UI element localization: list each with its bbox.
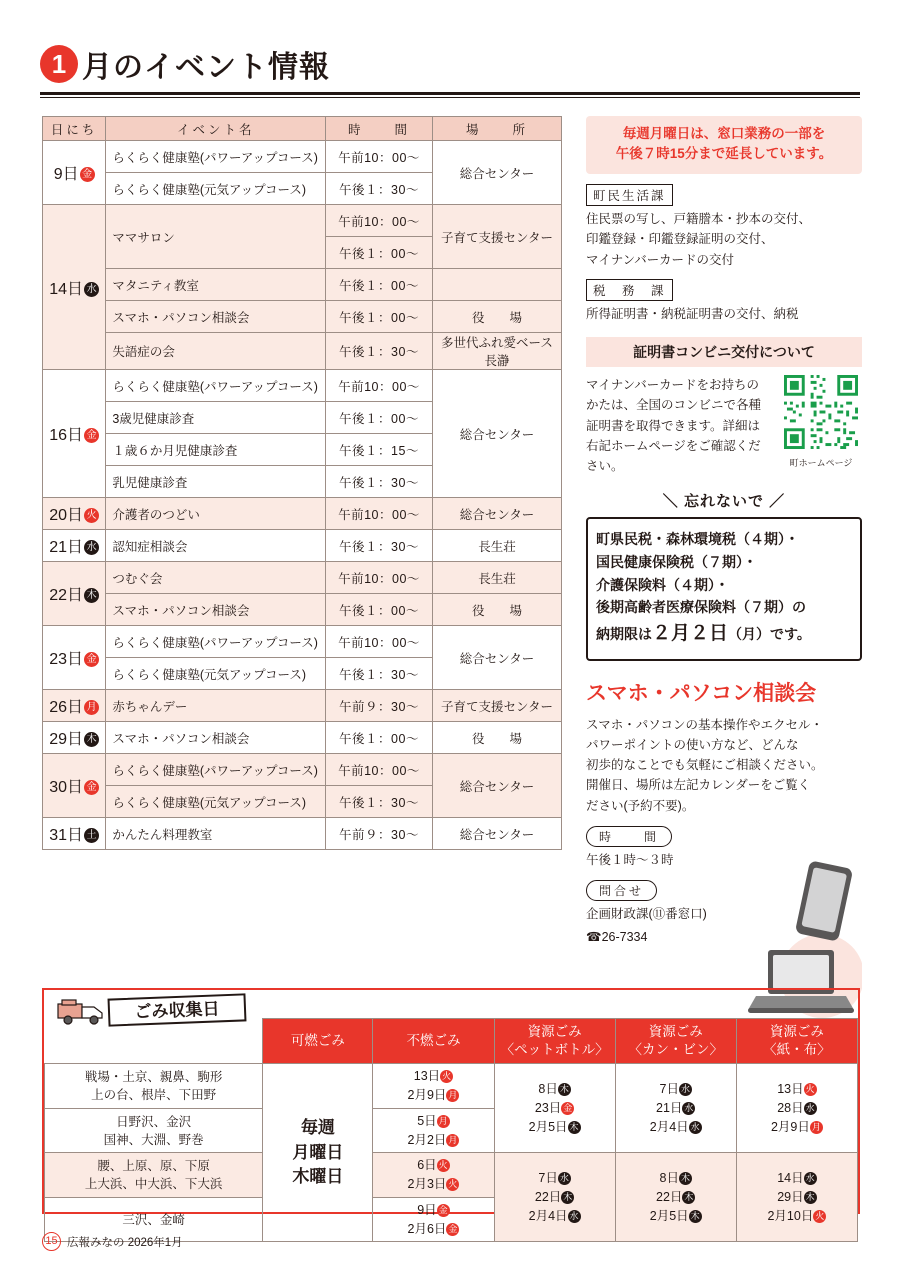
event-date-cell: 14日 水 [43, 205, 106, 370]
event-place-cell: 子育て支援センター [432, 690, 561, 722]
event-date-cell: 26日 月 [43, 690, 106, 722]
smaho-contact-pill: 問合せ [586, 880, 657, 901]
day-of-week-badge: 金 [563, 1103, 573, 1114]
day-of-week-badge: 木 [563, 1192, 573, 1203]
event-place-cell: 総合センター [432, 498, 561, 530]
event-time-cell: 午前10：00〜 [326, 498, 433, 530]
smaho-contact-tel: ☎26-7334 [586, 929, 648, 944]
tax-line: 後期高齢者医療保険料（７期）の [596, 599, 806, 616]
garbage-table-row [45, 1153, 858, 1198]
day-of-week-badge: 水 [84, 282, 99, 297]
day-of-week-badge: 木 [569, 1121, 579, 1132]
event-name-cell: らくらく健康塾(元気アップコース) [106, 173, 326, 205]
conbini-section-heading: 証明書コンビニ交付について [586, 337, 862, 367]
event-date-cell: 29日 木 [43, 722, 106, 754]
day-of-week-badge: 月 [448, 1134, 458, 1145]
event-place-cell: 総合センター [432, 141, 561, 205]
event-name-cell: 乳児健康診査 [106, 466, 326, 498]
event-name-cell: らくらく健康塾(パワーアップコース) [106, 370, 326, 402]
event-time-cell: 午後１：30〜 [326, 466, 433, 498]
slash-left-icon: ＼ [662, 493, 679, 511]
event-name-cell: 赤ちゃんデー [106, 690, 326, 722]
table-row [43, 301, 562, 333]
smaho-time-pill: 時 間 [586, 826, 672, 847]
event-date-cell: 31日 土 [43, 818, 106, 850]
day-of-week-badge: 月 [84, 700, 99, 715]
table-row [43, 530, 562, 562]
event-date-cell: 22日 木 [43, 562, 106, 626]
area-cell: 日野沢、金沢 国神、大淵、野巻 [45, 1108, 263, 1153]
event-time-cell: 午後１：00〜 [326, 722, 433, 754]
title-label: 月のイベント情報 [82, 51, 330, 84]
day-of-week-badge: 火 [815, 1210, 825, 1221]
table-row [43, 498, 562, 530]
day-of-week-badge: 火 [438, 1160, 448, 1171]
event-name-cell: マタニティ教室 [106, 269, 326, 301]
title-divider [40, 92, 860, 95]
garbage-column-header-1: 可燃ごみ [263, 1019, 373, 1064]
footer-text: 広報みなの 2026年1月 [67, 1236, 183, 1249]
table-row [43, 269, 562, 301]
event-time-cell: 午後１：30〜 [326, 173, 433, 205]
table-row [43, 722, 562, 754]
event-name-cell: つむぐ会 [106, 562, 326, 594]
table-row [43, 594, 562, 626]
page-title [40, 40, 360, 88]
notice-line-2: 午後７時15分まで延長しています。 [615, 146, 833, 162]
department-list [586, 184, 862, 326]
collection-date-cell: 13日 火 2月9日 月 [373, 1064, 494, 1109]
day-of-week-badge: 水 [84, 540, 99, 555]
deadline-line [596, 619, 852, 650]
event-time-cell: 午前９：30〜 [326, 690, 433, 722]
department-body: 所得証明書・納税証明書の交付、納税 [586, 307, 799, 322]
smaho-section-body: スマホ・パソコンの基本操作やエクセル・ パワーポイントの使い方など、どんな 初歩的なことでも気軽にご相談ください。 開催日、場所は左記カレンダーをご覧く ださい(予約不要)。 [586, 717, 824, 813]
event-name-cell: らくらく健康塾(元気アップコース) [106, 786, 326, 818]
window-hours-notice [586, 116, 862, 174]
deadline-suffix: （月）です。 [728, 625, 811, 642]
day-of-week-badge: 木 [84, 732, 99, 747]
collection-date-cell: 9日 金 2月6日 金 [373, 1197, 494, 1242]
event-name-cell: らくらく健康塾(元気アップコース) [106, 658, 326, 690]
conbini-section [586, 375, 862, 476]
event-time-cell: 午後１：00〜 [326, 402, 433, 434]
department-tag: 税 務 課 [586, 279, 673, 301]
event-name-cell: スマホ・パソコン相談会 [106, 594, 326, 626]
page-number: 15 [42, 1232, 61, 1251]
event-time-cell: 午後１：30〜 [326, 530, 433, 562]
area-cell: 腰、上原、原、下原 上大浜、中大浜、下大浜 [45, 1153, 263, 1198]
garbage-table-row [45, 1064, 858, 1109]
burnable-schedule-cell: 毎週 月曜日 木曜日 [263, 1064, 373, 1242]
event-time-cell: 午後１：00〜 [326, 301, 433, 333]
deadline-prefix: 納期限は [596, 625, 652, 642]
event-time-cell: 午前９：30〜 [326, 818, 433, 850]
day-of-week-badge: 水 [690, 1121, 700, 1132]
column-header-0: 日にち [43, 117, 106, 141]
event-time-cell: 午前10：00〜 [326, 141, 433, 173]
day-of-week-badge: 火 [442, 1071, 452, 1082]
collection-date-cell: 8日 木 22日 木 2月5日 木 [615, 1153, 736, 1242]
event-place-cell: 役 場 [432, 301, 561, 333]
notice-line-1: 毎週月曜日は、窓口業務の一部を [622, 126, 826, 141]
qr-code-icon [784, 375, 858, 449]
event-name-cell: かんたん料理教室 [106, 818, 326, 850]
forget-title [586, 490, 862, 511]
area-cell: 三沢、金崎 [45, 1197, 263, 1242]
event-place-cell: 子育て支援センター [432, 205, 561, 269]
day-of-week-badge: 水 [684, 1103, 694, 1114]
event-date-cell: 16日 金 [43, 370, 106, 498]
event-name-cell: らくらく健康塾(パワーアップコース) [106, 626, 326, 658]
column-header-3: 場 所 [432, 117, 561, 141]
title-month-badge: 1 [40, 45, 78, 83]
tax-deadline-box [586, 517, 862, 660]
event-name-cell: らくらく健康塾(パワーアップコース) [106, 141, 326, 173]
day-of-week-badge: 木 [559, 1084, 569, 1095]
day-of-week-badge: 木 [680, 1173, 690, 1184]
collection-date-cell: 7日 水 21日 水 2月4日 水 [615, 1064, 736, 1153]
tax-line: 国民健康保険税（７期）・ [596, 553, 757, 570]
day-of-week-badge: 木 [805, 1192, 815, 1203]
table-row [43, 562, 562, 594]
event-date-cell: 20日 火 [43, 498, 106, 530]
qr-caption: 町ホームページ [789, 458, 853, 468]
garbage-badge-label: ごみ収集日 [108, 993, 247, 1026]
day-of-week-badge: 金 [448, 1223, 458, 1234]
event-name-cell: 失語症の会 [106, 333, 326, 370]
event-time-cell: 午後１：30〜 [326, 333, 433, 370]
day-of-week-badge: 木 [84, 588, 99, 603]
department-body: 住民票の写し、戸籍謄本・抄本の交付、 印鑑登録・印鑑登録証明の交付、 マイナンバーカードの交付 [586, 211, 812, 267]
table-row [43, 205, 562, 237]
event-place-cell: 役 場 [432, 594, 561, 626]
day-of-week-badge: 火 [448, 1179, 458, 1190]
day-of-week-badge: 金 [84, 428, 99, 443]
conbini-body: マイナンバーカードをお持ちの かたは、全国のコンビニで各種 証明書を取得できます。詳細は 右記ホームページをご確認くだ さい。 [586, 378, 762, 473]
column-header-2: 時 間 [326, 117, 433, 141]
event-time-cell: 午後１：15〜 [326, 434, 433, 466]
event-place-cell: 長生荘 [432, 530, 561, 562]
event-time-cell: 午前10：00〜 [326, 205, 433, 237]
day-of-week-badge: 水 [680, 1084, 690, 1095]
event-date-cell: 30日 金 [43, 754, 106, 818]
event-time-cell: 午後１：00〜 [326, 594, 433, 626]
table-row [43, 754, 562, 786]
collection-date-cell: 13日 火 28日 水 2月9日 月 [736, 1064, 857, 1153]
event-name-cell: 3歳児健康診査 [106, 402, 326, 434]
smaho-contact-value: 企画財政課(⑪番窓口) [586, 906, 707, 921]
event-name-cell: １歳６か月児健康診査 [106, 434, 326, 466]
event-name-cell: らくらく健康塾(パワーアップコース) [106, 754, 326, 786]
title-divider-thin [40, 97, 860, 98]
day-of-week-badge: 金 [84, 780, 99, 795]
garbage-badge [56, 996, 246, 1026]
qr-block [780, 375, 862, 476]
event-name-cell: スマホ・パソコン相談会 [106, 722, 326, 754]
event-date-cell: 9日 金 [43, 141, 106, 205]
footer [42, 1232, 183, 1251]
table-row [43, 818, 562, 850]
event-name-cell: 介護者のつどい [106, 498, 326, 530]
column-header-1: イベント名 [106, 117, 326, 141]
event-time-cell: 午後１：30〜 [326, 658, 433, 690]
day-of-week-badge: 水 [559, 1173, 569, 1184]
day-of-week-badge: 金 [438, 1204, 448, 1215]
event-place-cell: 総合センター [432, 818, 561, 850]
deadline-date: ２月２日 [652, 622, 729, 644]
sidebar [586, 116, 862, 947]
event-name-cell: ママサロン [106, 205, 326, 269]
event-place-cell: 総合センター [432, 626, 561, 690]
event-place-cell: 役 場 [432, 722, 561, 754]
collection-date-cell: 5日 月 2月2日 月 [373, 1108, 494, 1153]
event-place-cell: 総合センター [432, 370, 561, 498]
forget-title-label: 忘れないで [683, 493, 764, 511]
smaho-section-title: スマホ・パソコン相談会 [586, 681, 817, 705]
area-cell: 戦場・土京、親鼻、駒形 上の台、根岸、下田野 [45, 1064, 263, 1109]
day-of-week-badge: 水 [805, 1103, 815, 1114]
department-tag: 町民生活課 [586, 184, 673, 206]
tax-line: 介護保険料（４期）・ [596, 576, 729, 593]
day-of-week-badge: 火 [805, 1084, 815, 1095]
garbage-column-header-5: 資源ごみ 〈紙・布〉 [736, 1019, 857, 1064]
garbage-table [44, 1018, 858, 1242]
table-row [43, 690, 562, 722]
smartphone-icon [795, 860, 853, 942]
table-row [43, 141, 562, 173]
table-row [43, 370, 562, 402]
event-time-cell: 午前10：00〜 [326, 562, 433, 594]
event-place-cell: 総合センター [432, 754, 561, 818]
table-row [43, 333, 562, 370]
event-time-cell: 午前10：00〜 [326, 370, 433, 402]
slash-right-icon: ／ [769, 493, 786, 511]
collection-date-cell: 6日 火 2月3日 火 [373, 1153, 494, 1198]
garbage-column-header-4: 資源ごみ 〈カン・ビン〉 [615, 1019, 736, 1064]
event-time-cell: 午後１：00〜 [326, 269, 433, 301]
collection-date-cell: 14日 水 29日 木 2月10日 火 [736, 1153, 857, 1242]
event-date-cell: 21日 水 [43, 530, 106, 562]
day-of-week-badge: 水 [805, 1173, 815, 1184]
garbage-column-header-2: 不燃ごみ [373, 1019, 494, 1064]
day-of-week-badge: 水 [569, 1210, 579, 1221]
tax-line: 町県民税・森林環境税（４期）・ [596, 531, 799, 548]
event-name-cell: スマホ・パソコン相談会 [106, 301, 326, 333]
smaho-time-value: 午後１時〜３時 [586, 852, 674, 867]
event-time-cell: 午前10：00〜 [326, 626, 433, 658]
day-of-week-badge: 金 [80, 167, 95, 182]
day-of-week-badge: 月 [448, 1090, 458, 1101]
day-of-week-badge: 木 [690, 1210, 700, 1221]
collection-date-cell: 8日 木 23日 金 2月5日 木 [494, 1064, 615, 1153]
event-time-cell: 午前10：00〜 [326, 754, 433, 786]
table-row [43, 626, 562, 658]
event-time-cell: 午後１：30〜 [326, 786, 433, 818]
event-place-cell [432, 269, 561, 301]
collection-date-cell: 7日 水 22日 木 2月4日 水 [494, 1153, 615, 1242]
event-time-cell: 午後１：00〜 [326, 237, 433, 269]
table-header-row [43, 117, 562, 141]
garbage-truck-icon [56, 998, 108, 1026]
garbage-column-header-3: 資源ごみ 〈ペットボトル〉 [494, 1019, 615, 1064]
event-calendar-table [42, 116, 562, 850]
day-of-week-badge: 月 [438, 1115, 448, 1126]
day-of-week-badge: 月 [811, 1121, 821, 1132]
day-of-week-badge: 金 [84, 652, 99, 667]
event-name-cell: 認知症相談会 [106, 530, 326, 562]
event-place-cell: 多世代ふれ愛ベース長瀞 [432, 333, 561, 370]
event-date-cell: 23日 金 [43, 626, 106, 690]
day-of-week-badge: 火 [84, 508, 99, 523]
day-of-week-badge: 木 [684, 1192, 694, 1203]
day-of-week-badge: 土 [84, 828, 99, 843]
event-place-cell: 長生荘 [432, 562, 561, 594]
